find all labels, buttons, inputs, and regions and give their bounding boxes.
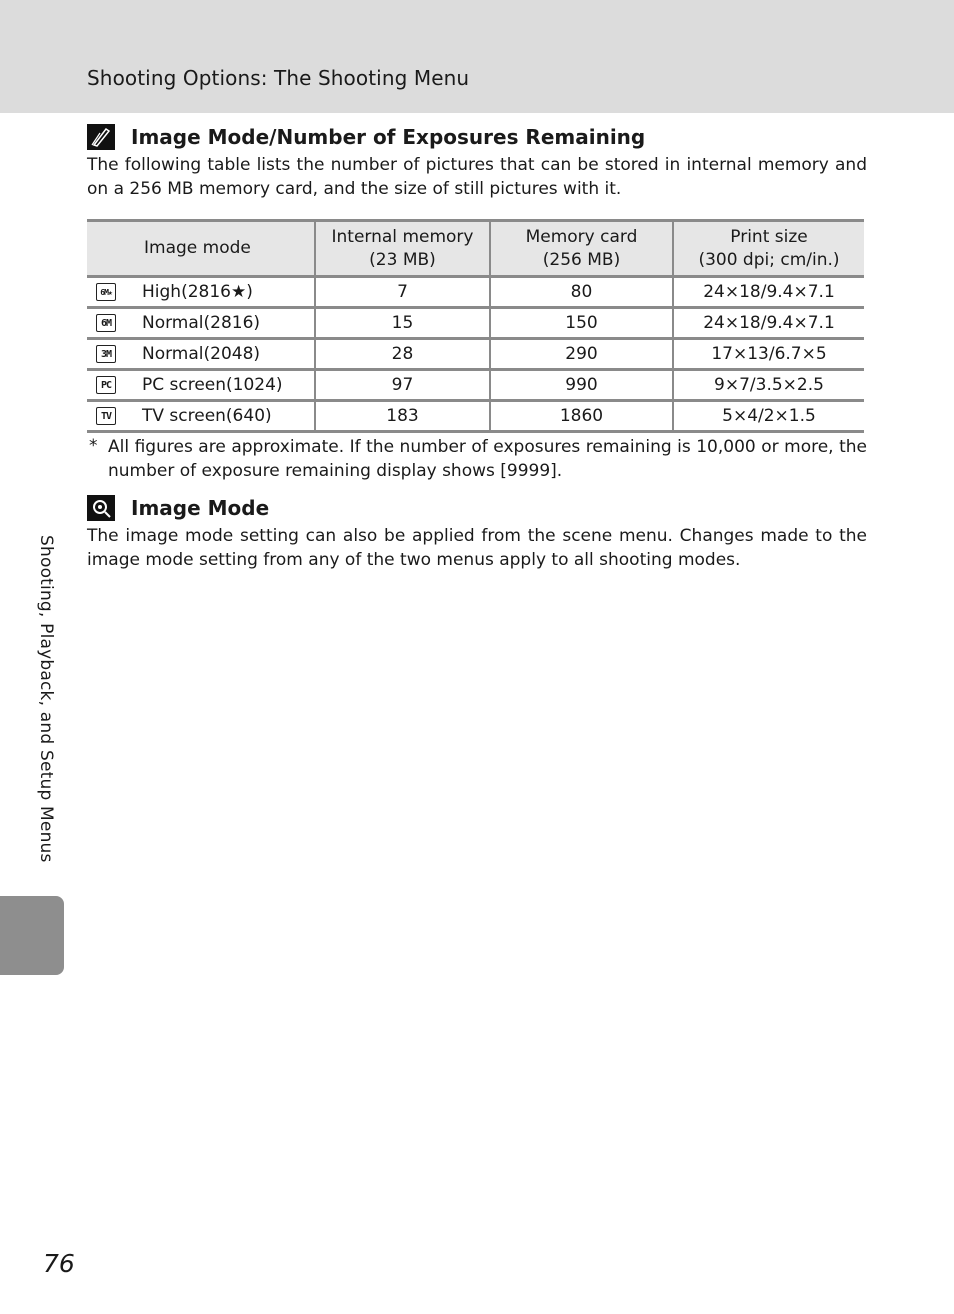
normal-3m-icon: 3M <box>96 345 116 363</box>
card-count: 1860 <box>490 401 673 432</box>
table-row <box>87 277 864 308</box>
header-print-size: Print size (300 dpi; cm/in.) <box>673 221 864 277</box>
normal-6m-icon: 6M <box>96 314 116 332</box>
card-count: 150 <box>490 308 673 339</box>
table-row <box>87 370 864 401</box>
card-count: 290 <box>490 339 673 370</box>
image-mode-body: The image mode setting can also be applied from the scene menu. Changes made to the image mode setting from any of the two menus apply to all shooting modes. <box>87 526 867 570</box>
internal-count: 28 <box>315 339 490 370</box>
internal-count: 97 <box>315 370 490 401</box>
footnote-text: All figures are approximate. If the number of exposures remaining is 10,000 or more, the number of exposure remaining display shows [9999]. <box>108 437 867 481</box>
card-count: 990 <box>490 370 673 401</box>
mode-name: Normal(2816) <box>142 313 261 333</box>
exposures-title: Image Mode/Number of Exposures Remaining <box>131 125 646 149</box>
table-row <box>87 339 864 370</box>
print-size: 5×4/2×1.5 <box>673 401 864 432</box>
note-pencil-icon <box>87 124 115 150</box>
internal-count: 7 <box>315 277 490 308</box>
page-number: 76 <box>43 1249 75 1278</box>
image-mode-heading <box>87 495 269 521</box>
header-memory-card: Memory card (256 MB) <box>490 221 673 277</box>
footnote-mark: * <box>89 436 98 456</box>
print-size: 9×7/3.5×2.5 <box>673 370 864 401</box>
header-image-mode: Image mode <box>87 221 315 277</box>
page-section-title: Shooting Options: The Shooting Menu <box>87 66 470 90</box>
mode-name: PC screen(1024) <box>142 375 283 395</box>
side-tab-label: Shooting, Playback, and Setup Menus <box>36 535 56 863</box>
side-tab-marker <box>0 896 64 975</box>
table-header-row <box>87 221 864 277</box>
header-internal-memory: Internal memory (23 MB) <box>315 221 490 277</box>
internal-count: 15 <box>315 308 490 339</box>
image-mode-title: Image Mode <box>131 496 270 520</box>
card-count: 80 <box>490 277 673 308</box>
table-row <box>87 401 864 432</box>
print-size: 17×13/6.7×5 <box>673 339 864 370</box>
exposures-intro: The following table lists the number of pictures that can be stored in internal memory and on a 256 MB memory card, and the size of still pictures with it. <box>87 155 867 199</box>
high-6m-icon: 6M★ <box>96 283 116 301</box>
mode-name: Normal(2048) <box>142 344 261 364</box>
image-mode-table <box>87 219 864 433</box>
print-size: 24×18/9.4×7.1 <box>673 308 864 339</box>
table-row <box>87 308 864 339</box>
exposures-heading <box>87 124 645 150</box>
mode-name: High(2816★) <box>142 282 253 302</box>
mode-name: TV screen(640) <box>142 406 272 426</box>
tv-icon: TV <box>96 407 116 425</box>
internal-count: 183 <box>315 401 490 432</box>
pc-icon: PC <box>96 376 116 394</box>
header-band <box>0 0 954 113</box>
scene-menu-icon <box>87 495 115 521</box>
print-size: 24×18/9.4×7.1 <box>673 277 864 308</box>
